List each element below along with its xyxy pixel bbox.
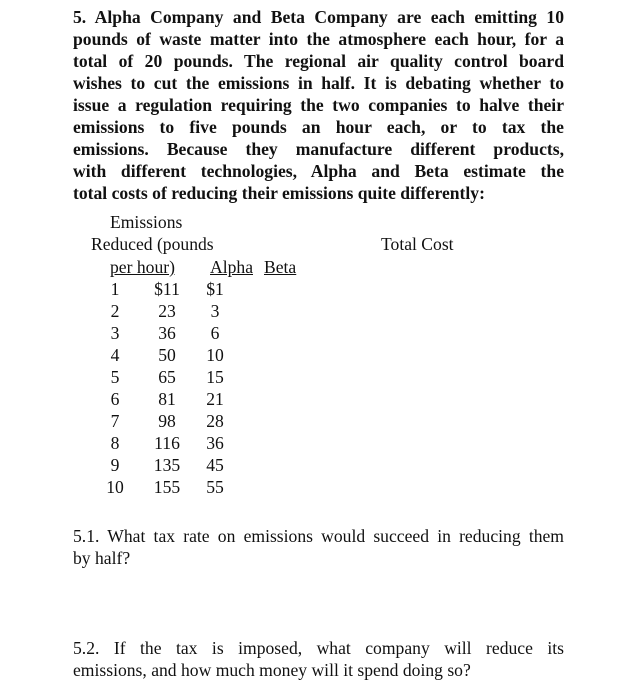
cell-beta-cost: 55 [206, 477, 224, 497]
cell-beta-cost: 28 [206, 411, 224, 431]
cell-reduced: 1 [110, 279, 120, 299]
cell-beta-cost: $1 [206, 279, 224, 299]
problem-line: 5. Alpha Company and Beta Company are each emitting 10 [73, 7, 564, 27]
cell-reduced: 4 [110, 345, 120, 365]
problem-line: with different technologies, Alpha and Beta estimate the [73, 161, 564, 181]
table-col-alpha: Alpha [210, 257, 253, 277]
problem-line: emissions. Because they manufacture different products, [73, 139, 564, 159]
cell-reduced: 5 [110, 367, 120, 387]
cell-alpha-cost: 65 [158, 367, 176, 387]
table-col-per-hour: per hour) [110, 257, 175, 277]
cell-alpha-cost: 23 [158, 301, 176, 321]
problem-statement [73, 6, 564, 204]
problem-line: wishes to cut the emissions in half. It is debating whether to [73, 73, 564, 93]
cell-alpha-cost: 81 [158, 389, 176, 409]
cell-alpha-cost: 135 [153, 455, 181, 475]
cell-reduced: 7 [110, 411, 120, 431]
cell-beta-cost: 10 [206, 345, 224, 365]
problem-line: issue a regulation requiring the two companies to halve their [73, 95, 564, 115]
cell-alpha-cost: 155 [153, 477, 181, 497]
cell-beta-cost: 3 [210, 301, 220, 321]
cell-reduced: 2 [110, 301, 120, 321]
cell-beta-cost: 36 [206, 433, 224, 453]
problem-line: pounds of waste matter into the atmosphere each hour, for a [73, 29, 564, 49]
cell-beta-cost: 6 [210, 323, 220, 343]
table-header-emissions: Emissions [110, 212, 183, 232]
cell-reduced: 9 [110, 455, 120, 475]
question-line: emissions, and how much money will it spend doing so? [73, 660, 471, 680]
question-line: by half? [73, 548, 131, 568]
question-5-2 [73, 637, 564, 681]
question-5-1 [73, 525, 564, 569]
question-line: 5.1. What tax rate on emissions would succeed in reducing them [73, 526, 564, 546]
table-col-beta: Beta [264, 257, 297, 277]
cell-alpha-cost: 116 [154, 433, 180, 453]
cell-reduced: 3 [110, 323, 120, 343]
table-header-reduced: Reduced (pounds [91, 234, 214, 254]
cell-beta-cost: 15 [206, 367, 224, 387]
cell-alpha-cost: 98 [158, 411, 176, 431]
cell-beta-cost: 45 [206, 455, 224, 475]
problem-line: emissions to five pounds an hour each, or to tax the [73, 117, 564, 137]
cell-alpha-cost: $11 [154, 279, 180, 299]
question-line: 5.2. If the tax is imposed, what company will reduce its [73, 638, 564, 658]
cell-reduced: 8 [110, 433, 120, 453]
cell-reduced: 6 [110, 389, 120, 409]
cell-beta-cost: 21 [206, 389, 224, 409]
problem-line: total costs of reducing their emissions quite differently: [73, 183, 485, 203]
problem-line: total of 20 pounds. The regional air quality control board [73, 51, 564, 71]
cell-alpha-cost: 50 [158, 345, 176, 365]
table-header-total-cost: Total Cost [381, 234, 454, 254]
cell-reduced: 10 [106, 477, 124, 497]
cell-alpha-cost: 36 [158, 323, 176, 343]
